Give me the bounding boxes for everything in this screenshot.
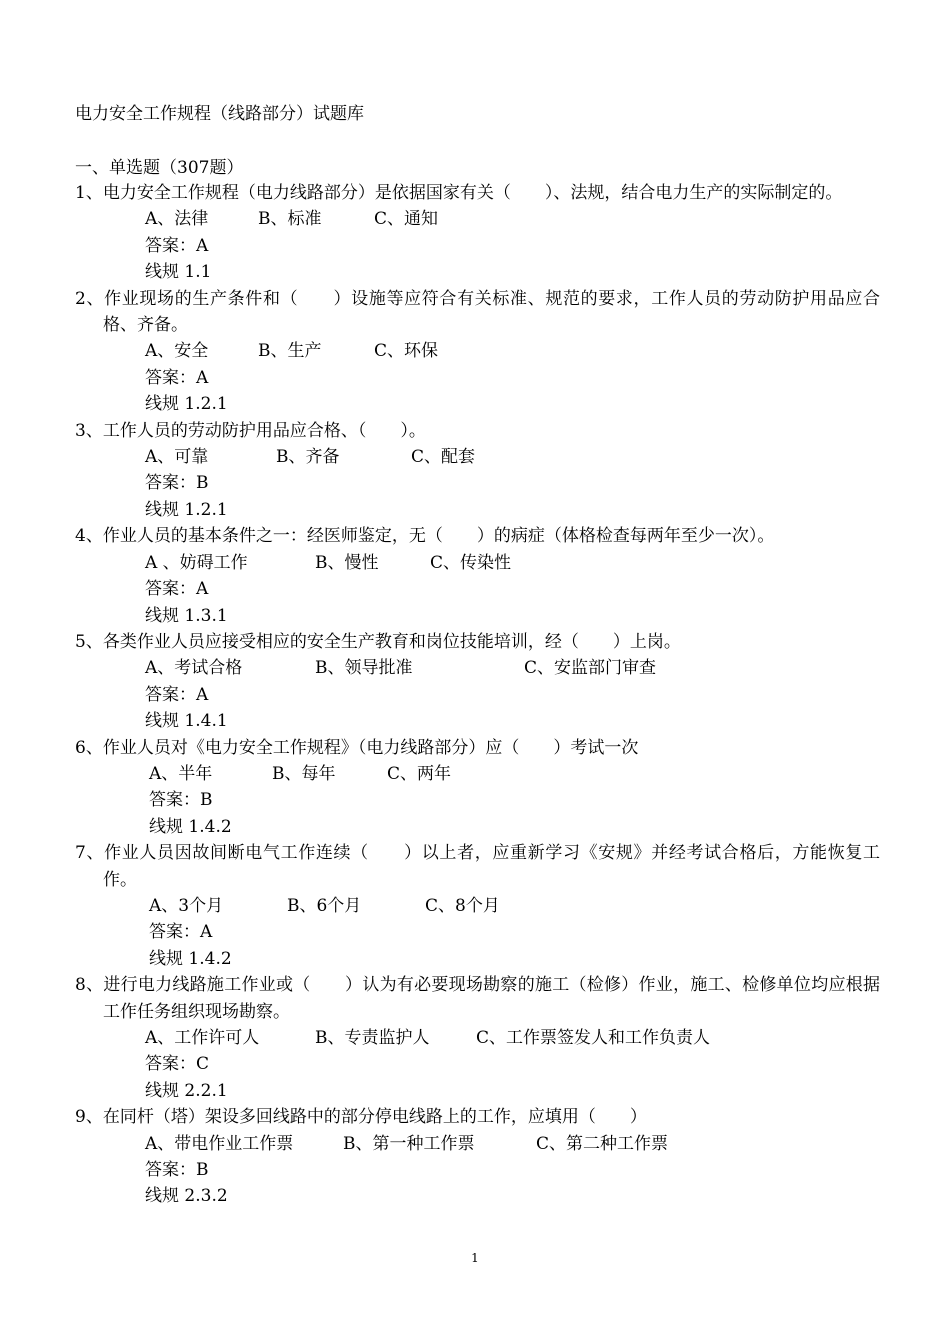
answer-line: 答案：A [149, 922, 213, 943]
option-a: A 、妨碍工作 [145, 552, 248, 573]
option-c: C、环保 [374, 341, 439, 362]
option-a: A、带电作业工作票 [145, 1133, 294, 1154]
question-item [75, 840, 880, 972]
question-stem: 1、电力安全工作规程（电力线路部分）是依据国家有关（ ）、法规，结合电力生产的实际制定的。 [75, 183, 843, 203]
option-a: A、3个月 [149, 895, 224, 916]
option-b: B、专责监护人 [315, 1028, 430, 1048]
option-b: B、标准 [258, 209, 322, 230]
option-row [75, 206, 880, 232]
question-item [75, 180, 880, 286]
option-c: C、8个月 [425, 895, 500, 916]
option-row [75, 761, 880, 787]
page-number: 1 [471, 1251, 479, 1265]
option-c: C、安监部门审查 [524, 658, 657, 679]
reference-line: 线规 1.2.1 [145, 499, 228, 520]
option-b: B、领导批准 [315, 658, 413, 679]
reference-line: 线规 1.3.1 [145, 605, 228, 626]
option-row [75, 1025, 880, 1051]
option-a: A、工作许可人 [145, 1028, 260, 1048]
document-title: 电力安全工作规程（线路部分）试题库 [75, 104, 364, 124]
option-c: C、工作票签发人和工作负责人 [476, 1028, 711, 1048]
option-a: A、考试合格 [145, 658, 243, 679]
option-c: C、第二种工作票 [536, 1133, 669, 1154]
reference-line: 线规 2.2.1 [145, 1080, 228, 1101]
option-row [75, 1131, 880, 1157]
question-item [75, 1104, 880, 1210]
answer-line: 答案：A [145, 367, 209, 388]
option-b: B、齐备 [276, 447, 340, 468]
reference-line: 线规 1.4.1 [145, 711, 228, 732]
option-row [75, 893, 880, 919]
option-a: A、半年 [149, 763, 213, 784]
reference-line: 线规 1.2.1 [145, 394, 228, 415]
option-b: B、6个月 [287, 895, 362, 916]
option-a: A、安全 [145, 341, 209, 362]
option-row [75, 338, 880, 364]
option-c: C、两年 [387, 763, 452, 784]
reference-line: 线规 1.1 [145, 262, 212, 283]
answer-line: 答案：A [145, 235, 209, 256]
option-row [75, 655, 880, 681]
question-item [75, 418, 880, 524]
option-b: B、生产 [258, 341, 322, 362]
question-list [75, 180, 880, 1210]
reference-line: 线规 2.3.2 [145, 1186, 228, 1207]
question-stem: 2、作业现场的生产条件和（ ）设施等应符合有关标准、规范的要求，工作人员的劳动防护用品应合格、齐备。 [75, 288, 880, 336]
question-item [75, 523, 880, 629]
section-title: 一、单选题（307题） [75, 158, 244, 178]
option-b: B、第一种工作票 [343, 1133, 475, 1154]
option-a: A、法律 [145, 209, 209, 230]
option-c: C、传染性 [430, 552, 512, 573]
question-stem: 5、各类作业人员应接受相应的安全生产教育和岗位技能培训，经（ ）上岗。 [75, 631, 681, 652]
option-row [75, 444, 880, 470]
answer-line: 答案：A [145, 684, 209, 705]
option-b: B、慢性 [315, 552, 379, 573]
question-stem: 3、工作人员的劳动防护用品应合格、（ ）。 [75, 420, 426, 441]
reference-line: 线规 1.4.2 [149, 948, 232, 969]
answer-line: 答案：B [145, 473, 209, 494]
question-stem: 7、作业人员因故间断电气工作连续（ ）以上者，应重新学习《安规》并经考试合格后，方能恢复工作。 [75, 843, 880, 890]
question-item [75, 629, 880, 735]
option-b: B、每年 [272, 763, 336, 784]
question-stem: 4、作业人员的基本条件之一：经医师鉴定，无（ ）的病症（体格检查每两年至少一次）。 [75, 526, 775, 547]
answer-line: 答案：C [145, 1054, 210, 1075]
question-stem: 6、作业人员对《电力安全工作规程》（电力线路部分）应（ ）考试一次 [75, 737, 639, 758]
question-stem: 9、在同杆（塔）架设多回线路中的部分停电线路上的工作，应填用（ ） [75, 1107, 647, 1128]
reference-line: 线规 1.4.2 [149, 816, 232, 837]
question-stem: 8、进行电力线路施工作业或（ ）认为有必要现场勘察的施工（检修）作业，施工、检修单位均应根据工作任务组织现场勘察。 [75, 975, 880, 1022]
question-item [75, 286, 880, 418]
option-c: C、配套 [411, 447, 476, 468]
answer-line: 答案：A [145, 579, 209, 600]
question-item [75, 735, 880, 841]
answer-line: 答案：B [145, 1160, 209, 1181]
option-c: C、通知 [374, 209, 439, 230]
question-item [75, 972, 880, 1104]
answer-line: 答案：B [149, 790, 213, 811]
option-a: A、可靠 [145, 447, 209, 468]
option-row [75, 550, 880, 576]
